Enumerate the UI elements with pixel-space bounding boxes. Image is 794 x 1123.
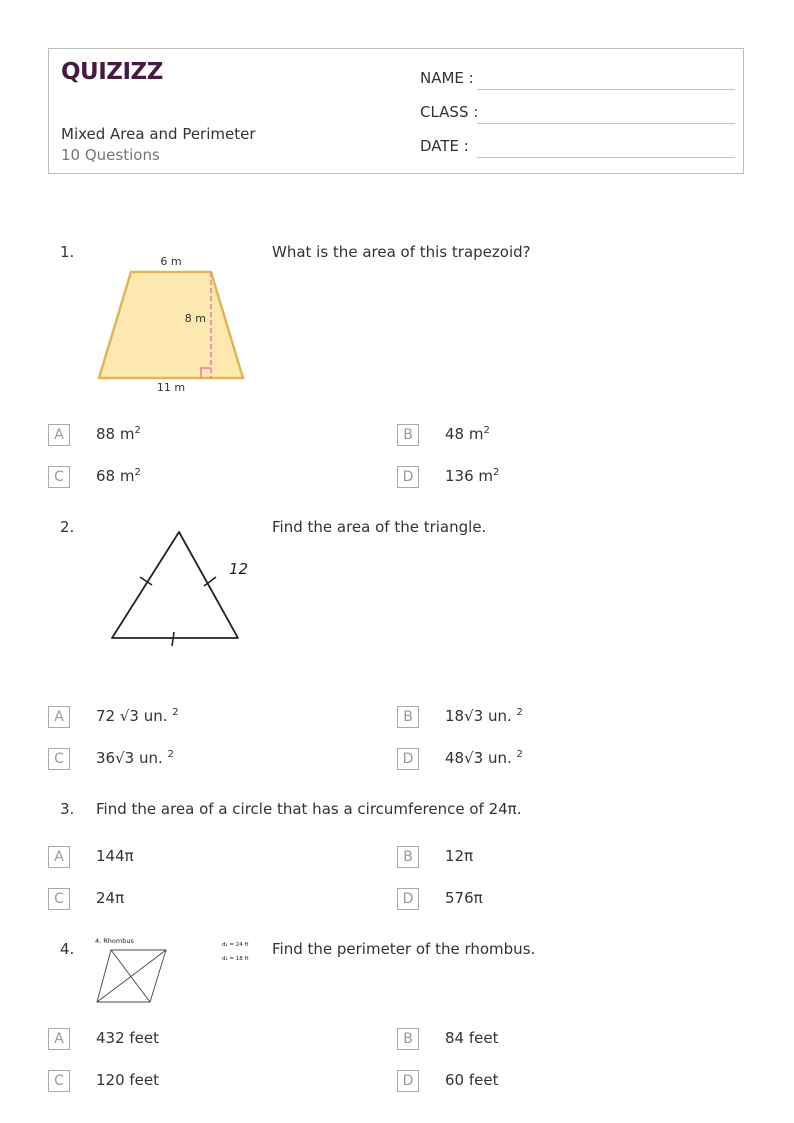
q3-option-b[interactable] (397, 846, 697, 870)
q3-option-a[interactable] (48, 846, 348, 870)
q1-option-d[interactable] (397, 466, 697, 490)
tick-mark-bottom (172, 632, 174, 646)
q2-option-b[interactable] (397, 706, 697, 730)
trapezoid-figure (94, 250, 254, 398)
trapezoid-top-label: 6 m (160, 255, 182, 268)
option-letter-box[interactable]: D (397, 888, 419, 910)
class-line[interactable] (477, 123, 735, 124)
rhombus-figure (94, 934, 256, 1006)
trapezoid-bottom-label: 11 m (156, 381, 186, 394)
rhombus-d1-label: d₁ = 24 ft (222, 942, 249, 948)
q2-option-a[interactable] (48, 706, 348, 730)
option-letter-box[interactable]: D (397, 748, 419, 770)
class-field[interactable] (420, 103, 735, 127)
worksheet-header (48, 48, 744, 174)
option-text: 72 √3 un. $^2$ (96, 707, 179, 725)
option-letter-box[interactable]: A (48, 1028, 70, 1050)
class-label: CLASS : (420, 103, 479, 121)
option-text: 432 feet (96, 1029, 160, 1047)
triangle-figure (100, 522, 260, 652)
name-line[interactable] (477, 89, 735, 90)
option-letter-box[interactable]: A (48, 424, 70, 446)
option-text: 576π (445, 889, 483, 907)
option-letter-box[interactable]: B (397, 846, 419, 868)
option-text: 136 $m^2$ (445, 467, 500, 485)
q2-option-c[interactable] (48, 748, 348, 772)
q4-option-a[interactable] (48, 1028, 348, 1052)
question-count: 10 Questions (61, 146, 160, 164)
name-field[interactable] (420, 69, 735, 93)
option-letter-box[interactable]: C (48, 1070, 70, 1092)
rhombus-diagonal-1 (111, 950, 150, 1002)
option-text: 120 feet (96, 1071, 160, 1089)
q2-option-d[interactable] (397, 748, 697, 772)
option-letter-box[interactable]: B (397, 1028, 419, 1050)
question-2-text: Find the area of the triangle. (272, 518, 487, 536)
question-4-text: Find the perimeter of the rhombus. (272, 940, 536, 958)
date-label: DATE : (420, 137, 469, 155)
q1-option-c[interactable] (48, 466, 348, 490)
q1-option-a[interactable] (48, 424, 348, 448)
q4-option-d[interactable] (397, 1070, 697, 1094)
option-letter-box[interactable]: D (397, 1070, 419, 1092)
option-text: 18√3 un. $^2$ (445, 707, 523, 725)
date-field[interactable] (420, 137, 735, 161)
option-letter-box[interactable]: A (48, 846, 70, 868)
question-3-number: 3. (60, 800, 75, 818)
question-3-text: Find the area of a circle that has a circumference of 24π. (96, 800, 522, 818)
option-text: 84 feet (445, 1029, 499, 1047)
triangle-side-label: 12 (229, 560, 249, 578)
q3-option-c[interactable] (48, 888, 348, 912)
equilateral-triangle (112, 532, 238, 638)
option-text: 24π (96, 889, 125, 907)
option-text: 48 $m^2$ (445, 425, 490, 443)
quizizz-logo: QUIZIZZ (61, 59, 163, 85)
option-letter-box[interactable]: C (48, 466, 70, 488)
date-line[interactable] (477, 157, 735, 158)
option-text: 88 $m^2$ (96, 425, 141, 443)
rhombus-diagonal-2 (97, 950, 166, 1002)
question-4-number: 4. (60, 940, 75, 958)
option-letter-box[interactable]: B (397, 424, 419, 446)
option-letter-box[interactable]: D (397, 466, 419, 488)
rhombus-d2-label: d₂ = 18 ft (222, 956, 249, 962)
option-text: 48√3 un. $^2$ (445, 749, 523, 767)
option-letter-box[interactable]: A (48, 706, 70, 728)
trapezoid-shape (99, 272, 243, 378)
option-letter-box[interactable]: B (397, 706, 419, 728)
q3-option-d[interactable] (397, 888, 697, 912)
option-letter-box[interactable]: C (48, 888, 70, 910)
rhombus-caption: 4. Rhombus (95, 937, 134, 945)
question-1-text: What is the area of this trapezoid? (272, 243, 531, 261)
option-text: 12π (445, 847, 474, 865)
option-text: 36√3 un. $^2$ (96, 749, 174, 767)
option-text: 144π (96, 847, 134, 865)
q4-option-c[interactable] (48, 1070, 348, 1094)
worksheet-title: Mixed Area and Perimeter (61, 125, 256, 143)
option-text: 68 $m^2$ (96, 467, 141, 485)
q4-option-b[interactable] (397, 1028, 697, 1052)
question-1-number: 1. (60, 243, 75, 261)
name-label: NAME : (420, 69, 474, 87)
trapezoid-height-label: 8 m (184, 312, 206, 325)
option-text: 60 feet (445, 1071, 499, 1089)
q1-option-b[interactable] (397, 424, 697, 448)
option-letter-box[interactable]: C (48, 748, 70, 770)
question-2-number: 2. (60, 518, 75, 536)
